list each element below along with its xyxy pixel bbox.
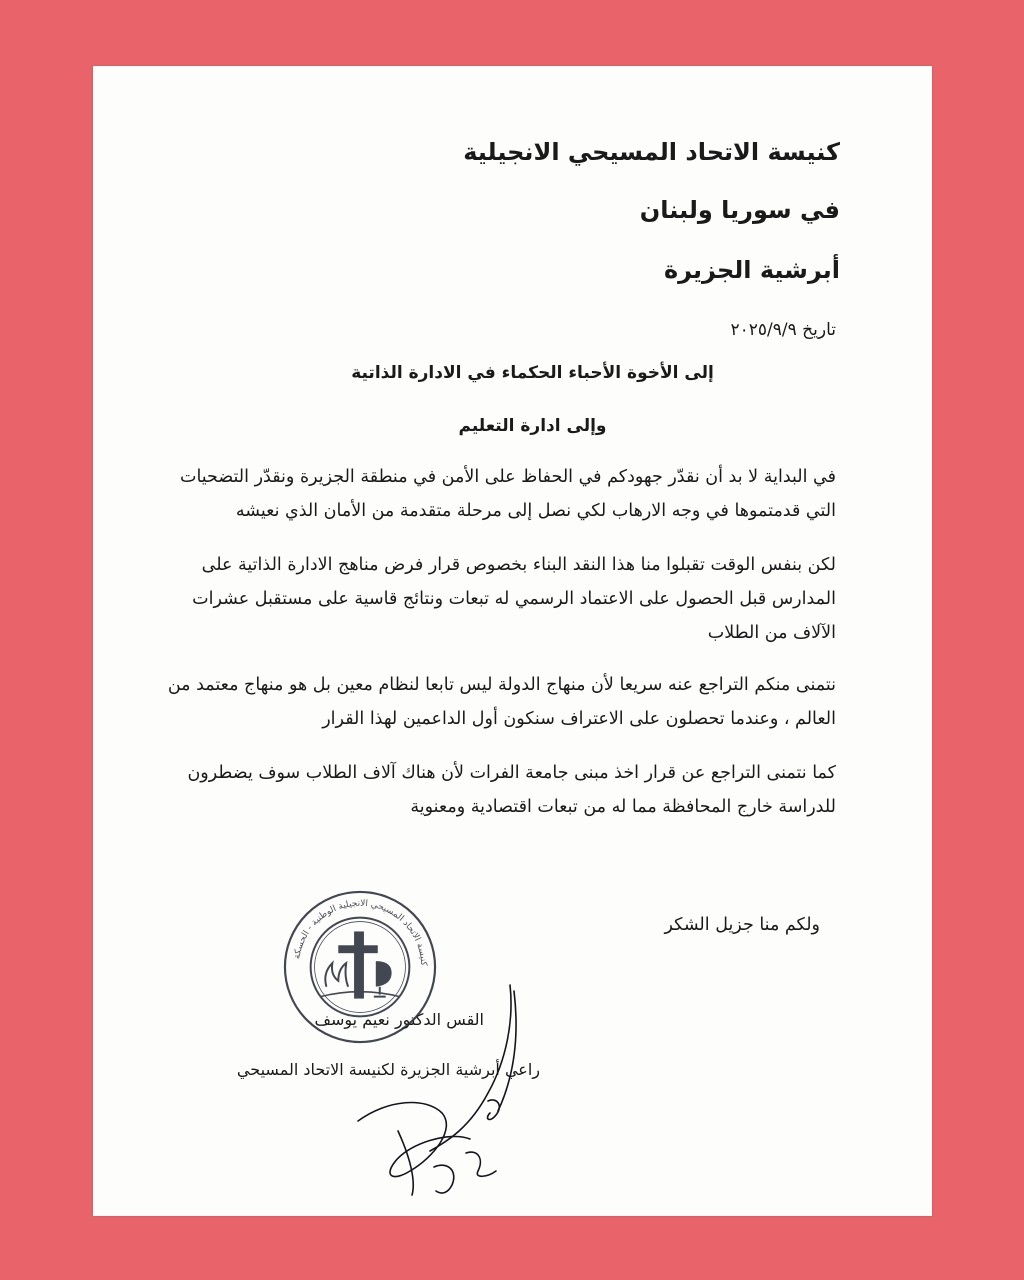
paragraph-3 [168,668,836,736]
signatory-title: راعي أبرشية الجزيرة لكنيسة الاتحاد المسيحي [236,1060,540,1079]
paragraph-line: للدراسة خارج المحافظة مما له من تبعات اقتصادية ومعنوية [410,797,836,817]
letterhead-diocese: أبرشية الجزيرة [663,256,840,284]
addressee-administration: إلى الأخوة الأحباء الحكماء في الادارة الذاتية [351,363,714,383]
signatory-name: القس الدكتور نعيم يوسف [314,1010,484,1029]
paragraph-line: لكن بنفس الوقت تقبلوا منا هذا النقد البناء بخصوص قرار فرض مناهج الادارة الذاتية على [201,555,836,575]
paragraph-line: العالم ، وعندما تحصلون على الاعتراف سنكون أول الداعمين لهذا القرار [322,709,836,729]
paragraph-line: التي قدمتموها في وجه الارهاب لكي نصل إلى مرحلة متقدمة من الأمان الذي نعيشه [235,501,836,521]
paragraph-2 [192,548,836,650]
closing-line: ولكم منا جزيل الشكر [664,915,820,935]
handwritten-signature [338,981,538,1201]
paragraph-4 [187,756,836,824]
letter-date: تاريخ ٢٠٢٥/٩/٩ [730,320,836,340]
paragraph-1 [180,460,836,528]
letter-sheet [93,66,932,1216]
paragraph-line: الآلاف من الطلاب [707,623,836,643]
paragraph-line: كما نتمنى التراجع عن قرار اخذ مبنى جامعة الفرات لأن هناك آلاف الطلاب سوف يضطرون [187,763,836,783]
paragraph-line: نتمنى منكم التراجع عنه سريعا لأن منهاج الدولة ليس تابعا لنظام معين بل هو منهاج معتمد من [167,675,836,695]
stamp-ring-text: كنيسة الاتحاد المسيحي الانجيلية الوطنية - الحسكة [292,898,429,967]
letterhead-region: في سوريا ولبنان [639,196,840,224]
addressee-education: وإلى ادارة التعليم [458,416,607,436]
paragraph-line: المدارس قبل الحصول على الاعتماد الرسمي له تبعات ونتائج قاسية على مستقبل عشرات [192,589,836,609]
letterhead-church-name: كنيسة الاتحاد المسيحي الانجيلية [463,138,840,166]
paragraph-line: في البداية لا بد أن نقدّر جهودكم في الحفاظ على الأمن في منطقة الجزيرة ونقدّر التضحيات [179,467,836,487]
